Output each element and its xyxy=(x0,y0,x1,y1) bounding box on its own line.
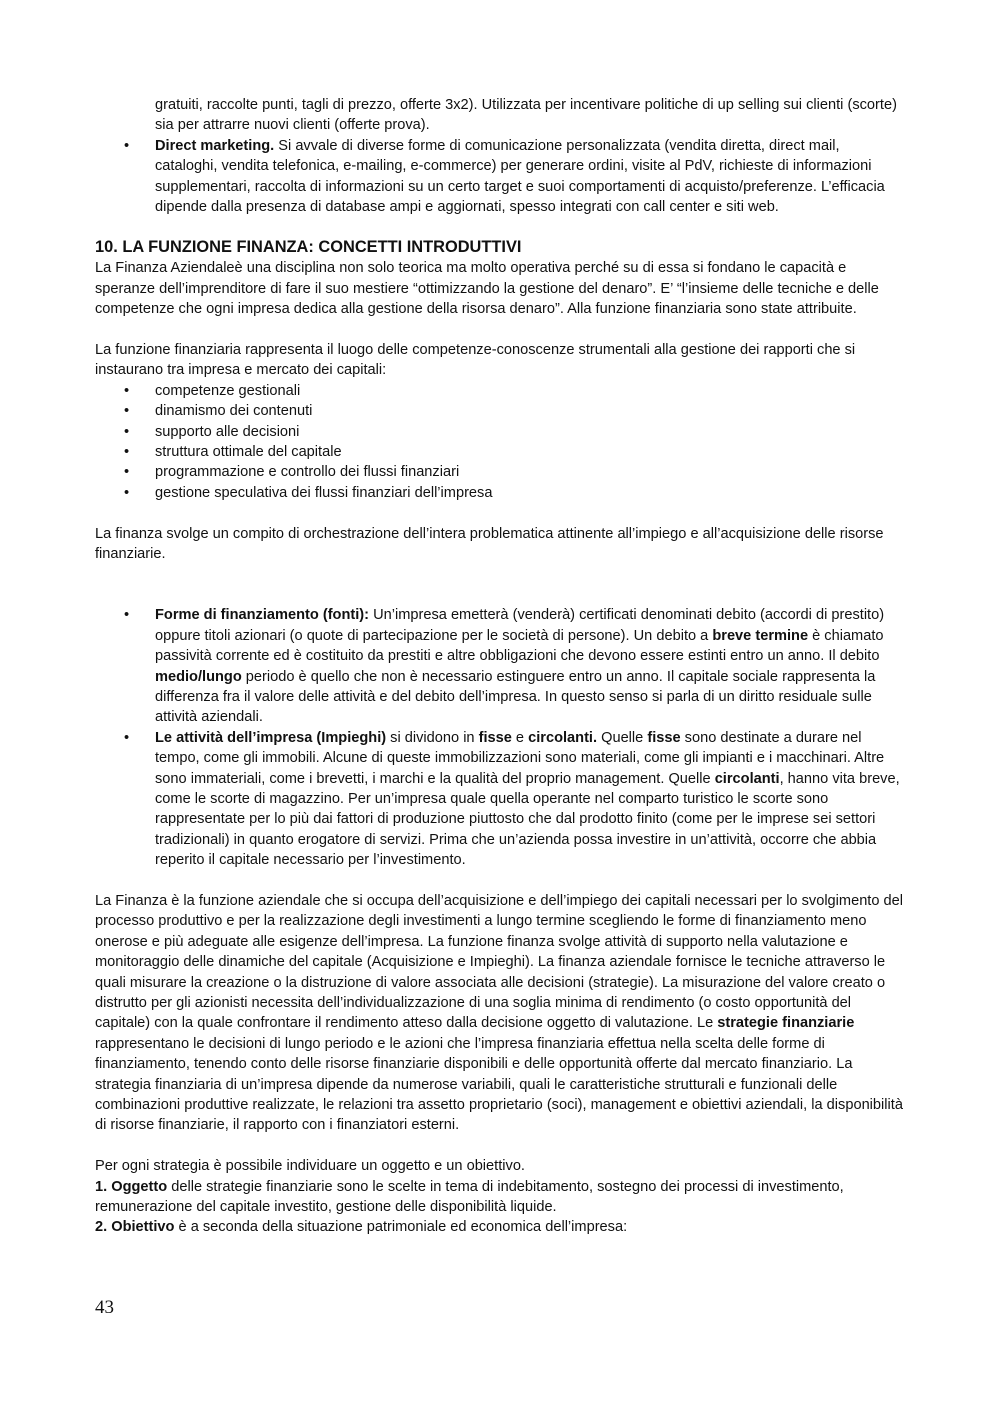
bullet-icon: • xyxy=(124,607,130,624)
term-strategie-finanziarie: strategie finanziarie xyxy=(717,1015,855,1032)
list-item-fonti: • Forme di finanziamento (fonti): Un’impresa emetterà (venderà) certificati denominati debito (accordi di prestito) oppure titoli azionari (o quote di partecipazione per le società di persone). Un debito a breve termine è chiamato passività corrente ed è costituito da prestiti e altre obbligazioni che devono essere estinti entro un anno. Il debito medio/lungo periodo è quello che non è necessario estinguere entro un anno. Il capitale sociale rappresenta la differenza fra il valore delle attività e del debito dell’impresa. In questo senso si parla di un diritto residuale sulle attività aziendali. xyxy=(124,607,885,726)
paragraph-finanza-funzione: La Finanza è la funzione aziendale che si occupa dell’acquisizione e dell’impiego dei capitali necessari per lo svolgimento del processo produttivo e per la realizzazione degli investimenti a lungo termine scegliendo le forme di finanziamento meno onerose e più adeguate alle esigenze dell’impresa. La funzione finanza svolge attività di supporto nella valutazione e monitoraggio delle dinamiche del capitale (Acquisizione e Impieghi). La finanza aziendale fornisce le tecniche attraverso le quali misurare la creazione o la distruzione di valore associata alle decisioni (strategie). La misurazione del valore creato o distrutto per gli azionisti necessita dell’individualizzazione di una soglia minima di rendimento (o costo opportunità del capitale) con la quale confrontare il rendimento atteso dalla decisione oggetto di valutazione. Le strategie finanziarie rappresentano le decisioni di lungo periodo e le azioni che l’impresa finanziaria effettua nella scelta delle forme di finanziamento, tenendo conto delle risorse finanziarie disponibili e delle opportunità offerte dal mercato finanziario. La strategia finanziaria di un’impresa dipende da numerose variabili, quali le caratteristiche strutturali e funzionali delle combinazioni produttive realizzate, le relazioni tra assetto proprietario (soci), management e obiettivi aziendali, la disponibilità di risorse finanziarie, il rapporto con i finanziatori esterni. xyxy=(95,892,904,1134)
fonti-impieghi-list xyxy=(95,605,905,870)
term-fonti: Forme di finanziamento (fonti): xyxy=(155,607,370,624)
list-item: • struttura ottimale del capitale xyxy=(95,442,905,462)
list-item: • supporto alle decisioni xyxy=(95,422,905,442)
paragraph-oggetto-obiettivo: Per ogni strategia è possibile individuare un oggetto e un obiettivo. xyxy=(95,1158,525,1175)
bullet-icon: • xyxy=(124,484,130,501)
bullet-icon: • xyxy=(124,729,130,746)
bullet-icon: • xyxy=(124,444,130,461)
intro-continuation: gratuiti, raccolte punti, tagli di prezzo, offerte 3x2). Utilizzata per incentivare politiche di up selling sui clienti (scorte) sia per attrarre nuovi clienti (offerte prova). xyxy=(155,97,897,134)
marketing-list xyxy=(95,136,905,218)
list-item: • dinamismo dei contenuti xyxy=(95,401,905,421)
bullet-icon: • xyxy=(124,403,130,420)
paragraph-orchestrazione: La finanza svolge un compito di orchestrazione dell’intera problematica attinente all’impiego e all’acquisizione delle risorse finanziarie. xyxy=(95,525,884,563)
list-item: • programmazione e controllo dei flussi finanziari xyxy=(95,462,905,482)
list-item-direct-marketing xyxy=(95,136,905,218)
bullet-icon: • xyxy=(124,382,130,399)
document-page xyxy=(95,95,905,1238)
bullet-icon: • xyxy=(124,423,130,440)
paragraph-obiettivo: 2. Obiettivo è a seconda della situazione patrimoniale ed economica dell’impresa: xyxy=(95,1219,628,1236)
section-title: 10. LA FUNZIONE FINANZA: CONCETTI INTRODUTTIVI xyxy=(95,238,522,257)
term-direct-marketing: Direct marketing. xyxy=(155,137,275,154)
list-item-impieghi: • Le attività dell’impresa (Impieghi) si dividono in fisse e circolanti. Quelle fisse sono destinate a durare nel tempo, come gli immobili. Alcune di queste immobilizzazioni sono materiali, come gli impianti e i macchinari. Altre sono immateriali, come i brevetti, i marchi e la qualità del proprio management. Quelle circolanti, hanno vita breve, come le scorte di magazzino. Per un’impresa quale quella operante nel comparto turistico le scorte sono rappresentate per lo più dai fattori di produzione piuttosto che dal prodotto finito (come per le imprese sei settori tradizionali) in quanto erogatore di servizi. Prima che un’azienda possa investire in un’attività, occorre che abbia reperito il capitale necessario per l’investimento. xyxy=(124,729,900,869)
list-item: • gestione speculativa dei flussi finanziari dell’impresa xyxy=(95,483,905,503)
direct-marketing-text: Si avvale di diverse forme di comunicazione personalizzata (vendita diretta, direct mail, cataloghi, vendita telefonica, e-mailing, e-commerce) per generare ordini, visite al PdV, richieste di informazioni supplementari, raccolta di informazioni su un certo target e suoi comportamenti di acquisto/preferenze. L’efficacia dipende dalla presenza di database ampi e aggiornati, spesso integrati con call center e siti web. xyxy=(155,137,885,216)
paragraph-oggetto: 1. Oggetto delle strategie finanziarie sono le scelte in tema di indebitamento, sostegno dei processi di investimento, remunerazione del capitale investito, gestione delle disponibilità liquide. xyxy=(95,1178,844,1216)
bullet-icon: • xyxy=(124,464,130,481)
bullet-icon: • xyxy=(124,137,130,154)
paragraph-finanza-aziendale: La Finanza Aziendaleè una disciplina non solo teorica ma molto operativa perché su di essa si fondano le capacità e speranze dell’imprenditore di fare il suo mestiere “ottimizzando la gestione del denaro”. E’ “l’insieme delle tecniche e delle competenze che ogni impresa dedica alla gestione della risorsa denaro”. Alla funzione finanziaria sono state attribuite. xyxy=(95,260,879,318)
list-item: • competenze gestionali xyxy=(95,381,905,401)
paragraph-funzione-finanziaria: La funzione finanziaria rappresenta il luogo delle competenze-conoscenze strumentali alla gestione dei rapporti che si instaurano tra impresa e mercato dei capitali: xyxy=(95,342,856,379)
competenze-list xyxy=(95,381,905,503)
term-impieghi: Le attività dell’impresa (Impieghi) xyxy=(155,729,387,746)
page-number: 43 xyxy=(95,1297,114,1318)
